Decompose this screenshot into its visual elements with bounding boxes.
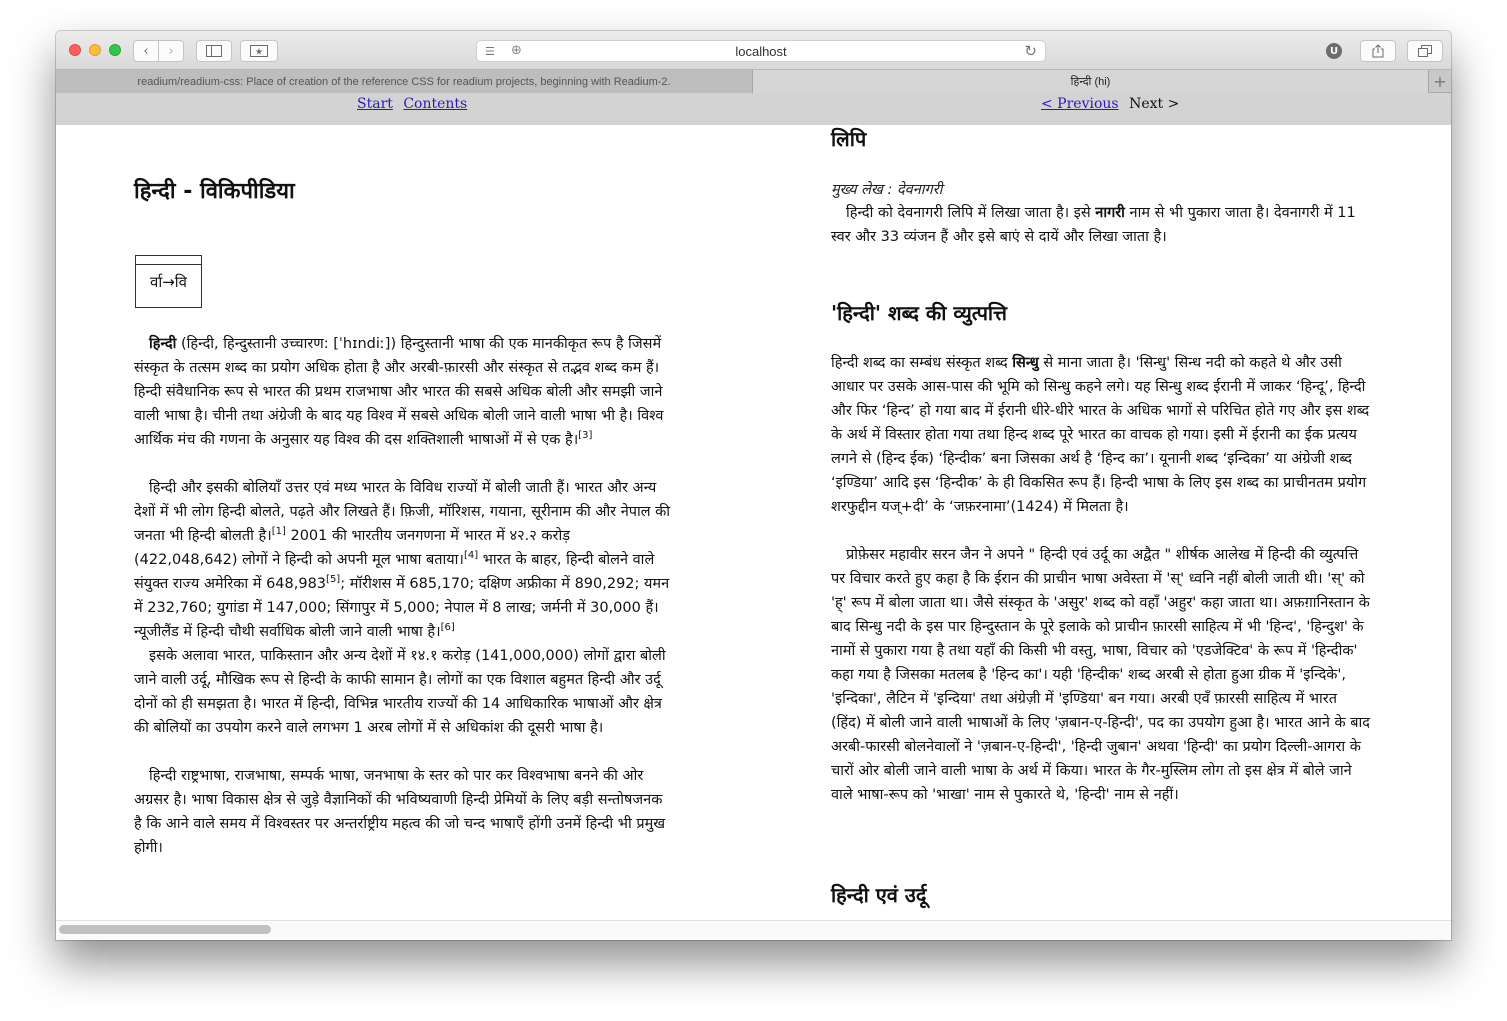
back-button[interactable] [133, 40, 159, 62]
tabs-overview-icon [1418, 45, 1432, 57]
speakers-text-b: 2001 की भारतीय जनगणना में भारत में ४२.२ करोड़ (422,048,642) लोगों ने हिन्दी को अपनी मूल भाषा बताया। [134, 528, 570, 568]
ref-6[interactable]: [6] [440, 622, 455, 634]
next-label[interactable]: Next > [1129, 96, 1180, 112]
bold-sindhu: सिन्धु [1012, 355, 1039, 371]
share-icon [1372, 44, 1384, 58]
add-icon[interactable]: ⊕ [511, 43, 522, 58]
previous-link[interactable]: < Previous [1041, 96, 1119, 112]
main-article-note[interactable]: मुख्य लेख : देवनागरी [831, 182, 943, 198]
speakers-text-a: हिन्दी और इसकी बोलियाँ उत्तर एवं मध्य भारत के विविध राज्यों में बोली जाती हैं। भारत और अन्य देशों में भी लोग हिन्दी बोलते, पढ़ते और लिखते हैं। फ़िजी, मॉरिशस, गयाना, सूरीनाम की और नेपाल की जनता भी हिन्दी बोलती है। [134, 480, 671, 544]
wikipedia-logo [135, 255, 202, 308]
browser-toolbar [56, 31, 1451, 70]
maximize-window-button[interactable] [109, 44, 121, 56]
sidebar-icon [206, 45, 222, 57]
ref-4[interactable]: [4] [463, 550, 479, 562]
chevron-right-icon: › [168, 43, 174, 59]
minimize-window-button[interactable] [89, 44, 101, 56]
extension-icon[interactable]: U [1326, 43, 1342, 59]
browser-window [56, 31, 1451, 940]
reload-icon[interactable]: ↻ [1024, 42, 1037, 60]
close-window-button[interactable] [69, 44, 81, 56]
nav-right-group [1041, 96, 1179, 112]
forward-button[interactable] [158, 40, 184, 62]
etymology-paragraph-1 [831, 351, 1371, 519]
logo-text: र्वा→वि [149, 272, 188, 291]
bookmarks-button[interactable] [240, 40, 278, 62]
scrollbar-thumb[interactable] [59, 925, 271, 934]
ref-3[interactable]: [3] [578, 430, 593, 442]
speakers-text-d: ; मॉरीशस में 685,170; दक्षिण अफ्रीका में 890,292; यमन में 232,760; युगांडा में 147,000; सिंगापुर में 5,000; नेपाल में 8 लाख; जर्मनी में 30,000 हैं। न्यूजीलैंड में हिन्दी चौथी सर्वाधिक बोली जाने वाली भाषा है। [134, 576, 670, 640]
bold-term: हिन्दी [149, 336, 177, 352]
bold-nagari: नागरी [1095, 205, 1125, 221]
ref-5[interactable]: [5] [326, 574, 341, 586]
nav-left-group [357, 96, 467, 112]
etym-text-b: से माना जाता है। 'सिन्धु' सिन्ध नदी को कहते थे और उसी आधार पर उसके आस-पास की भूमि को सिन्धु कहने लगे। यह सिन्धु शब्द ईरानी में जाकर ‘हिन्दू’, हिन्दी और फिर ‘हिन्द’ हो गया बाद में ईरानी धीरे-धीरे भारत के अधिक भागों से परिचित होते गए और इस शब्द के अर्थ में विस्तार होता गया तथा हिन्द शब्द पूरे भारत का वाचक हो गया। इसी में ईरानी का ईक प्रत्यय लगने से (हिन्द ईक) ‘हिन्दीक’ बना जिसका अर्थ है ‘हिन्द का’। यूनानी शब्द ‘इन्दिका’ या अंग्रेजी शब्द ‘इण्डिया’ आदि इस ‘हिन्दीक’ के ही विकसित रूप हैं। हिन्दी भाषा के लिए इस शब्द का प्राचीनतम प्रयोग शरफुद्दीन यज्+दी’ के ‘जफ़रनामा’(1424) में मिलता है। [831, 355, 1370, 515]
tab-readium-css[interactable]: readium/readium-css: Place of creation of the reference CSS for readium projects, beginning with Readium-2. [56, 70, 753, 93]
start-link[interactable]: Start [357, 96, 393, 112]
urdu-paragraph: इसके अलावा भारत, पाकिस्तान और अन्य देशों में १४.१ करोड़ (141,000,000) लोगों द्वारा बोली जाने वाली उर्दू, मौखिक रूप से हिन्दी के काफी सामान है। लोगों का एक विशाल बहुमत हिन्दी और उर्दू दोनों को ही समझता है। भारत में हिन्दी, विभिन्न भारतीय राज्यों की 14 आधिकारिक भाषाओं और क्षेत्र की बोलियों का उपयोग करने वाले लगभग 1 अरब लोगों में से अधिकांश की दूसरी भाषा है। [134, 648, 666, 736]
etymology-paragraph-2: प्रोफ़ेसर महावीर सरन जैन ने अपने " हिन्दी एवं उर्दू का अद्वैत " शीर्षक आलेख में हिन्दी की व्युत्पत्ति पर विचार करते हुए कहा है कि ईरान की प्राचीन भाषा अवेस्ता में 'स्' ध्वनि नहीं बोली जाती थी। 'स्' को 'ह्' रूप में बोला जाता था। जैसे संस्कृत के 'असुर' शब्द को वहाँ 'अहुर' कहा जाता था। अफ़ग़ानिस्तान के बाद सिन्धु नदी के इस पार हिन्दुस्तान के पूरे इलाके को प्राचीन फ़ारसी साहित्य में भी 'हिन्द', 'हिन्दुश' के नामों से पुकारा गया है तथा यहाँ की किसी भी वस्तु, भाषा, विचार को 'एडजेक्टिव' के रूप में 'हिन्दीक' कहा गया है जिसका मतलब है 'हिन्द का'। यही 'हिन्दीक' शब्द अरबी से होता हुआ ग्रीक में 'इन्दिके', 'इन्दिका', लैटिन में 'इन्दिया' तथा अंग्रेज़ी में 'इण्डिया' बन गया। अरबी एवँ फ़ारसी साहित्य में भारत (हिंद) में बोली जाने वाली भाषाओं के लिए 'ज़बान-ए-हिन्दी', पद का उपयोग हुआ है। भारत आने के बाद अरबी-फारसी बोलनेवालों ने 'ज़बान-ए-हिन्दी', 'हिन्दी जुबान' अथवा 'हिन्दी' का प्रयोग दिल्ली-आगरा के चारों ओर बोली जाने वाली भाषा के अर्थ में किया। भारत के गैर-मुस्लिम लोग तो इस क्षेत्र में बोले जाने वाले भाषा-रूप को 'भाखा' नाम से पुकारते थे, 'हिन्दी' नाम से नहीं। [831, 547, 1370, 803]
new-tab-button[interactable] [1428, 70, 1451, 93]
url-text: localhost [735, 44, 787, 59]
intro-paragraph [134, 332, 674, 452]
page-title: हिन्दी - विकिपीडिया [134, 179, 295, 204]
plus-icon: + [1433, 72, 1447, 91]
reader-view-icon[interactable]: ☰ [485, 45, 495, 58]
share-button[interactable] [1360, 40, 1396, 62]
tab-bar [56, 70, 1451, 93]
script-paragraph [831, 201, 1371, 249]
reader-content [56, 125, 1451, 925]
reader-navbar [56, 93, 1451, 125]
section-heading-etymology: 'हिन्दी' शब्द की व्युत्पत्ति [831, 301, 1007, 325]
ref-1[interactable]: [1] [271, 526, 286, 538]
bookmark-star-icon [250, 45, 268, 57]
show-tabs-button[interactable] [1407, 40, 1443, 62]
section-heading-script: लिपि [831, 127, 867, 151]
future-paragraph: हिन्दी राष्ट्रभाषा, राजभाषा, सम्पर्क भाषा, जनभाषा के स्तर को पार कर विश्वभाषा बनने की ओर अग्रसर है। भाषा विकास क्षेत्र से जुड़े वैज्ञानिकों की भविष्यवाणी हिन्दी प्रेमियों के लिए बड़ी सन्तोषजनक है कि आने वाले समय में विश्वस्तर पर अन्तर्राष्ट्रीय महत्व की जो चन्द भाषाएँ होंगी उनमें हिन्दी भी प्रमुख होगी। [134, 768, 666, 856]
etym-text-a: हिन्दी शब्द का सम्बंध संस्कृत शब्द [831, 355, 1013, 371]
horizontal-scrollbar[interactable] [56, 920, 1451, 940]
chevron-left-icon: ‹ [143, 43, 149, 59]
address-bar[interactable] [476, 40, 1046, 62]
speakers-text-c: भारत के बाहर, हिन्दी बोलने वाले संयुक्त राज्य अमेरिका में 648,983 [134, 552, 655, 592]
speakers-paragraph [134, 476, 674, 644]
contents-link[interactable]: Contents [403, 96, 468, 112]
section-heading-hindi-urdu: हिन्दी एवं उर्दू [831, 883, 927, 907]
script-text-b: नाम से भी पुकारा जाता है। देवनागरी में 11 स्वर और 33 व्यंजन हैं और इसे बाएं से दायें और लिखा जाता है। [831, 205, 1356, 245]
script-text-a: हिन्दी को देवनागरी लिपि में लिखा जाता है। इसे [846, 205, 1096, 221]
svg-text:★: ★ [254, 47, 264, 57]
tab-hindi[interactable]: हिन्दी (hi) [753, 70, 1428, 93]
sidebar-toggle-button[interactable] [196, 40, 232, 62]
intro-text: (हिन्दी, हिन्दुस्तानी उच्चारण: [ˈhɪndiː]) हिन्दुस्तानी भाषा की एक मानकीकृत रूप है जिसमें संस्कृत के तत्सम शब्द का प्रयोग अधिक होता है और अरबी-फ़ारसी और संस्कृत से तद्भव शब्द कम हैं। हिन्दी संवैधानिक रूप से भारत की प्रथम राजभाषा और भारत की सबसे अधिक बोली और समझी जाने वाली भाषा है। चीनी तथा अंग्रेजी के बाद यह विश्व में सबसे अधिक बोली जाने वाली भाषा भी है। विश्व आर्थिक मंच की गणना के अनुसार यह विश्व की दस शक्तिशाली भाषाओं में से एक है। [134, 336, 664, 448]
